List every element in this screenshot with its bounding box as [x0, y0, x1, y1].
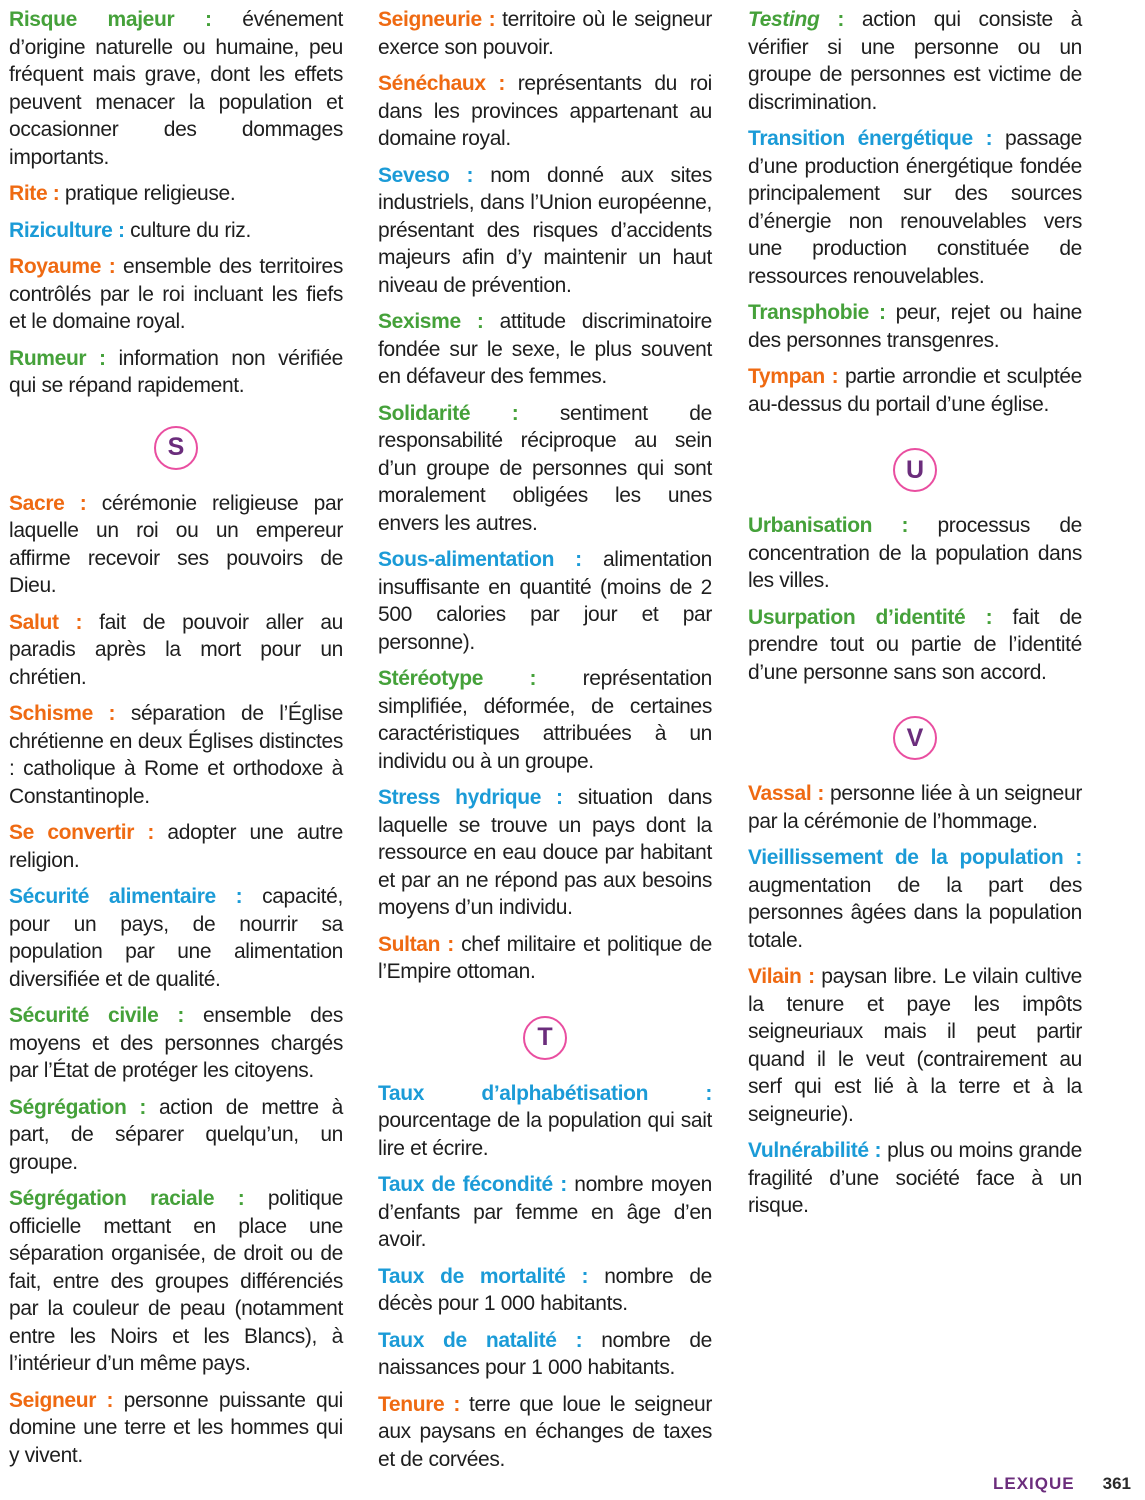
glossary-term: Transphobie :: [748, 301, 886, 324]
glossary-entry: [378, 6, 712, 61]
column-1: [9, 6, 343, 1478]
glossary-entry: [9, 819, 343, 874]
glossary-definition: personne liée à un seigneur par la cérémonie de l’hommage.: [748, 782, 1082, 833]
glossary-term: Stress hydrique :: [378, 786, 563, 809]
section-letter-v: V: [893, 716, 937, 760]
glossary-term: Rite :: [9, 182, 60, 205]
glossary-term: Vassal :: [748, 782, 824, 805]
glossary-definition: augmentation de la part des personnes âgées dans la population totale.: [748, 873, 1082, 952]
column-3: [748, 6, 1082, 1229]
glossary-term: Sécurité alimentaire :: [9, 885, 243, 908]
glossary-definition: ensemble des territoires contrôlés par le roi incluant les fiefs et le domaine royal.: [9, 255, 343, 333]
glossary-definition: nombre de naissances pour 1 000 habitants.: [378, 1328, 712, 1379]
glossary-definition: territoire où le seigneur exerce son pouvoir.: [378, 8, 712, 59]
glossary-term: Tympan :: [748, 365, 839, 388]
glossary-entry: [378, 162, 712, 300]
glossary-entry: [378, 784, 712, 922]
glossary-definition: représentation simplifiée, déformée, de certaines caractéristiques attribuées à un individu ou à un groupe.: [378, 667, 712, 773]
glossary-entry: [748, 844, 1082, 954]
glossary-term: Sénéchaux :: [378, 72, 506, 95]
glossary-entry: [378, 1391, 712, 1474]
section-letter-t: T: [523, 1016, 567, 1060]
glossary-definition: politique officielle mettant en place une séparation organisée, de droit ou de fait, entre des groupes différenciés par la couleur de peau (notamment entre les Noirs et les Blancs), à l’intérieur d’un même pays.: [9, 1187, 343, 1375]
glossary-term-suffix: :: [819, 8, 844, 31]
glossary-term: Sacre :: [9, 491, 87, 515]
glossary-term: Sous-alimentation :: [378, 548, 582, 571]
glossary-definition: sentiment de responsabilité réciproque au sein d’un groupe de personnes qui sont moralement obligées les unes envers les autres.: [378, 401, 712, 535]
glossary-definition: situation dans laquelle se trouve un pays dont la ressource en eau douce par habitant et par an ne répond pas aux besoins moyens d’un individu.: [378, 786, 712, 919]
glossary-entry: [378, 400, 712, 538]
glossary-definition: culture du riz.: [130, 218, 251, 242]
section-label: LEXIQUE: [993, 1474, 1075, 1493]
glossary-entry: [9, 490, 343, 600]
glossary-entry: [748, 6, 1082, 116]
column-2: [378, 6, 712, 1482]
glossary-definition: fait de pouvoir aller au paradis après la mort pour un chrétien.: [9, 610, 343, 689]
glossary-definition: passage d’une production énergétique fondée principalement sur des sources d’énergie non renouvelables vers une production constituée de ressources renouvelables.: [748, 127, 1082, 288]
glossary-term: Transition énergétique :: [748, 127, 993, 150]
glossary-entry: [378, 665, 712, 775]
glossary-entry: [378, 1171, 712, 1254]
glossary-definition: cérémonie religieuse par laquelle un roi ou un empereur affirme recevoir ses pouvoirs de Dieu.: [9, 491, 343, 597]
glossary-entry: [9, 345, 343, 400]
glossary-definition: adopter une autre religion.: [9, 821, 343, 872]
glossary-term: Ségrégation :: [9, 1095, 147, 1119]
glossary-entry: [9, 253, 343, 336]
glossary-term: Se convertir :: [9, 821, 155, 844]
glossary-entry: [748, 780, 1082, 835]
glossary-entry: [9, 883, 343, 993]
glossary-definition: capacité, pour un pays, de nourrir sa population par une alimentation diversifiée et de qualité.: [9, 885, 343, 991]
glossary-definition: alimentation insuffisante en quantité (moins de 2 500 calories par jour et par personne).: [378, 548, 712, 654]
glossary-definition: séparation de l’Église chrétienne en deux Églises distinctes : catholique à Rome et orthodoxe à Constantinople.: [9, 702, 343, 808]
glossary-definition: chef militaire et politique de l’Empire ottoman.: [378, 932, 712, 983]
glossary-term: Solidarité :: [378, 401, 519, 425]
glossary-term: Risque majeur :: [9, 8, 212, 31]
glossary-term: Salut :: [9, 610, 83, 634]
glossary-definition: partie arrondie et sculptée au-dessus du portail d’une église.: [748, 365, 1082, 416]
glossary-term: Sécurité civile :: [9, 1004, 185, 1027]
glossary-entry: [9, 180, 343, 208]
glossary-term: Seigneur :: [9, 1388, 114, 1412]
glossary-term: Royaume :: [9, 255, 116, 278]
glossary-entry: [378, 308, 712, 391]
glossary-term: Taux de mortalité :: [378, 1264, 589, 1288]
glossary-definition: représentants du roi dans les provinces appartenant au domaine royal.: [378, 72, 712, 150]
glossary-term: Tenure :: [378, 1392, 460, 1416]
glossary-definition: ensemble des moyens et des personnes chargés par l’État de protéger les citoyens.: [9, 1004, 343, 1082]
section-letter-u: U: [893, 448, 937, 492]
glossary-term: Taux d’alphabétisation :: [378, 1081, 712, 1105]
glossary-term: Urbanisation :: [748, 514, 909, 537]
glossary-definition: pourcentage de la population qui sait lire et écrire.: [378, 1109, 712, 1160]
glossary-entry: [748, 604, 1082, 687]
glossary-entry: [748, 512, 1082, 595]
glossary-term: Seigneurie :: [378, 8, 496, 31]
glossary-term: Rumeur :: [9, 346, 106, 370]
glossary-entry: [9, 6, 343, 171]
glossary-term: Schisme :: [9, 702, 116, 725]
glossary-entry: [378, 931, 712, 986]
glossary-definition: information non vérifiée qui se répand rapidement.: [9, 346, 343, 397]
glossary-definition: peur, rejet ou haine des personnes transgenres.: [748, 301, 1082, 352]
glossary-entry: [378, 70, 712, 153]
glossary-term: Usurpation d’identité :: [748, 605, 993, 629]
glossary-term: Vulnérabilité :: [748, 1139, 882, 1162]
glossary-definition: événement d’origine naturelle ou humaine, peu fréquent mais grave, dont les effets peuvent menacer la population et occasionner des dommages importants.: [9, 8, 343, 169]
glossary-term: Ségrégation raciale :: [9, 1187, 245, 1210]
glossary-entry: [378, 546, 712, 656]
glossary-entry: [378, 1327, 712, 1382]
glossary-definition: attitude discriminatoire fondée sur le sexe, le plus souvent en défaveur des femmes.: [378, 310, 712, 388]
glossary-term: Vieillissement de la population :: [748, 846, 1082, 869]
glossary-entry: [9, 700, 343, 810]
glossary-term: Testing: [748, 8, 820, 31]
glossary-definition: nombre de décès pour 1 000 habitants.: [378, 1264, 712, 1315]
glossary-entry: [378, 1263, 712, 1318]
glossary-definition: terre que loue le seigneur aux paysans en échanges de taxes et de corvées.: [378, 1392, 712, 1471]
glossary-entry: [9, 1387, 343, 1470]
glossary-term: Seveso :: [378, 163, 474, 187]
glossary-definition: paysan libre. Le vilain cultive la tenure et paye les impôts seigneuriaux mais il peut partir quand il le veut (contrairement au serf qui est lié à la terre et à la seigneurie).: [748, 965, 1082, 1126]
page-number: 361: [1102, 1474, 1131, 1493]
glossary-term: Taux de fécondité :: [378, 1173, 567, 1196]
glossary-entry: [748, 125, 1082, 290]
glossary-term: Stéréotype :: [378, 667, 537, 690]
glossary-entry: [748, 1137, 1082, 1220]
glossary-definition: personne puissante qui domine une terre et les hommes qui y vivent.: [9, 1388, 343, 1467]
glossary-term: Taux de natalité :: [378, 1328, 583, 1352]
glossary-entry: [9, 1185, 343, 1378]
glossary-entry: [9, 217, 343, 245]
glossary-term: Vilain :: [748, 965, 815, 988]
glossary-definition: nom donné aux sites industriels, dans l’Union européenne, présentant des risques d’accidents majeurs afin d’y maintenir un haut niveau de prévention.: [378, 163, 712, 297]
glossary-definition: nombre moyen d’enfants par femme en âge d’en avoir.: [378, 1173, 712, 1251]
page-footer: [993, 1474, 1131, 1494]
section-letter-s: S: [154, 426, 198, 470]
glossary-definition: plus ou moins grande fragilité d’une société face à un risque.: [748, 1139, 1082, 1217]
glossary-term: Sultan :: [378, 932, 454, 956]
glossary-term: Riziculture :: [9, 218, 125, 242]
glossary-entry: [748, 963, 1082, 1128]
glossary-entry: [378, 1080, 712, 1163]
glossary-entry: [9, 609, 343, 692]
glossary-definition: pratique religieuse.: [64, 182, 236, 205]
glossary-definition: processus de concentration de la population dans les villes.: [748, 514, 1082, 592]
glossary-entry: [748, 299, 1082, 354]
glossary-entry: [9, 1094, 343, 1177]
glossary-definition: action qui consiste à vérifier si une personne ou un groupe de personnes est victime de discrimination.: [748, 8, 1082, 114]
glossary-definition: action de mettre à part, de séparer quelqu’un, un groupe.: [9, 1095, 343, 1174]
glossary-entry: [748, 363, 1082, 418]
glossary-term: Sexisme :: [378, 310, 484, 333]
glossary-definition: fait de prendre tout ou partie de l’identité d’une personne sans son accord.: [748, 605, 1082, 684]
glossary-entry: [9, 1002, 343, 1085]
